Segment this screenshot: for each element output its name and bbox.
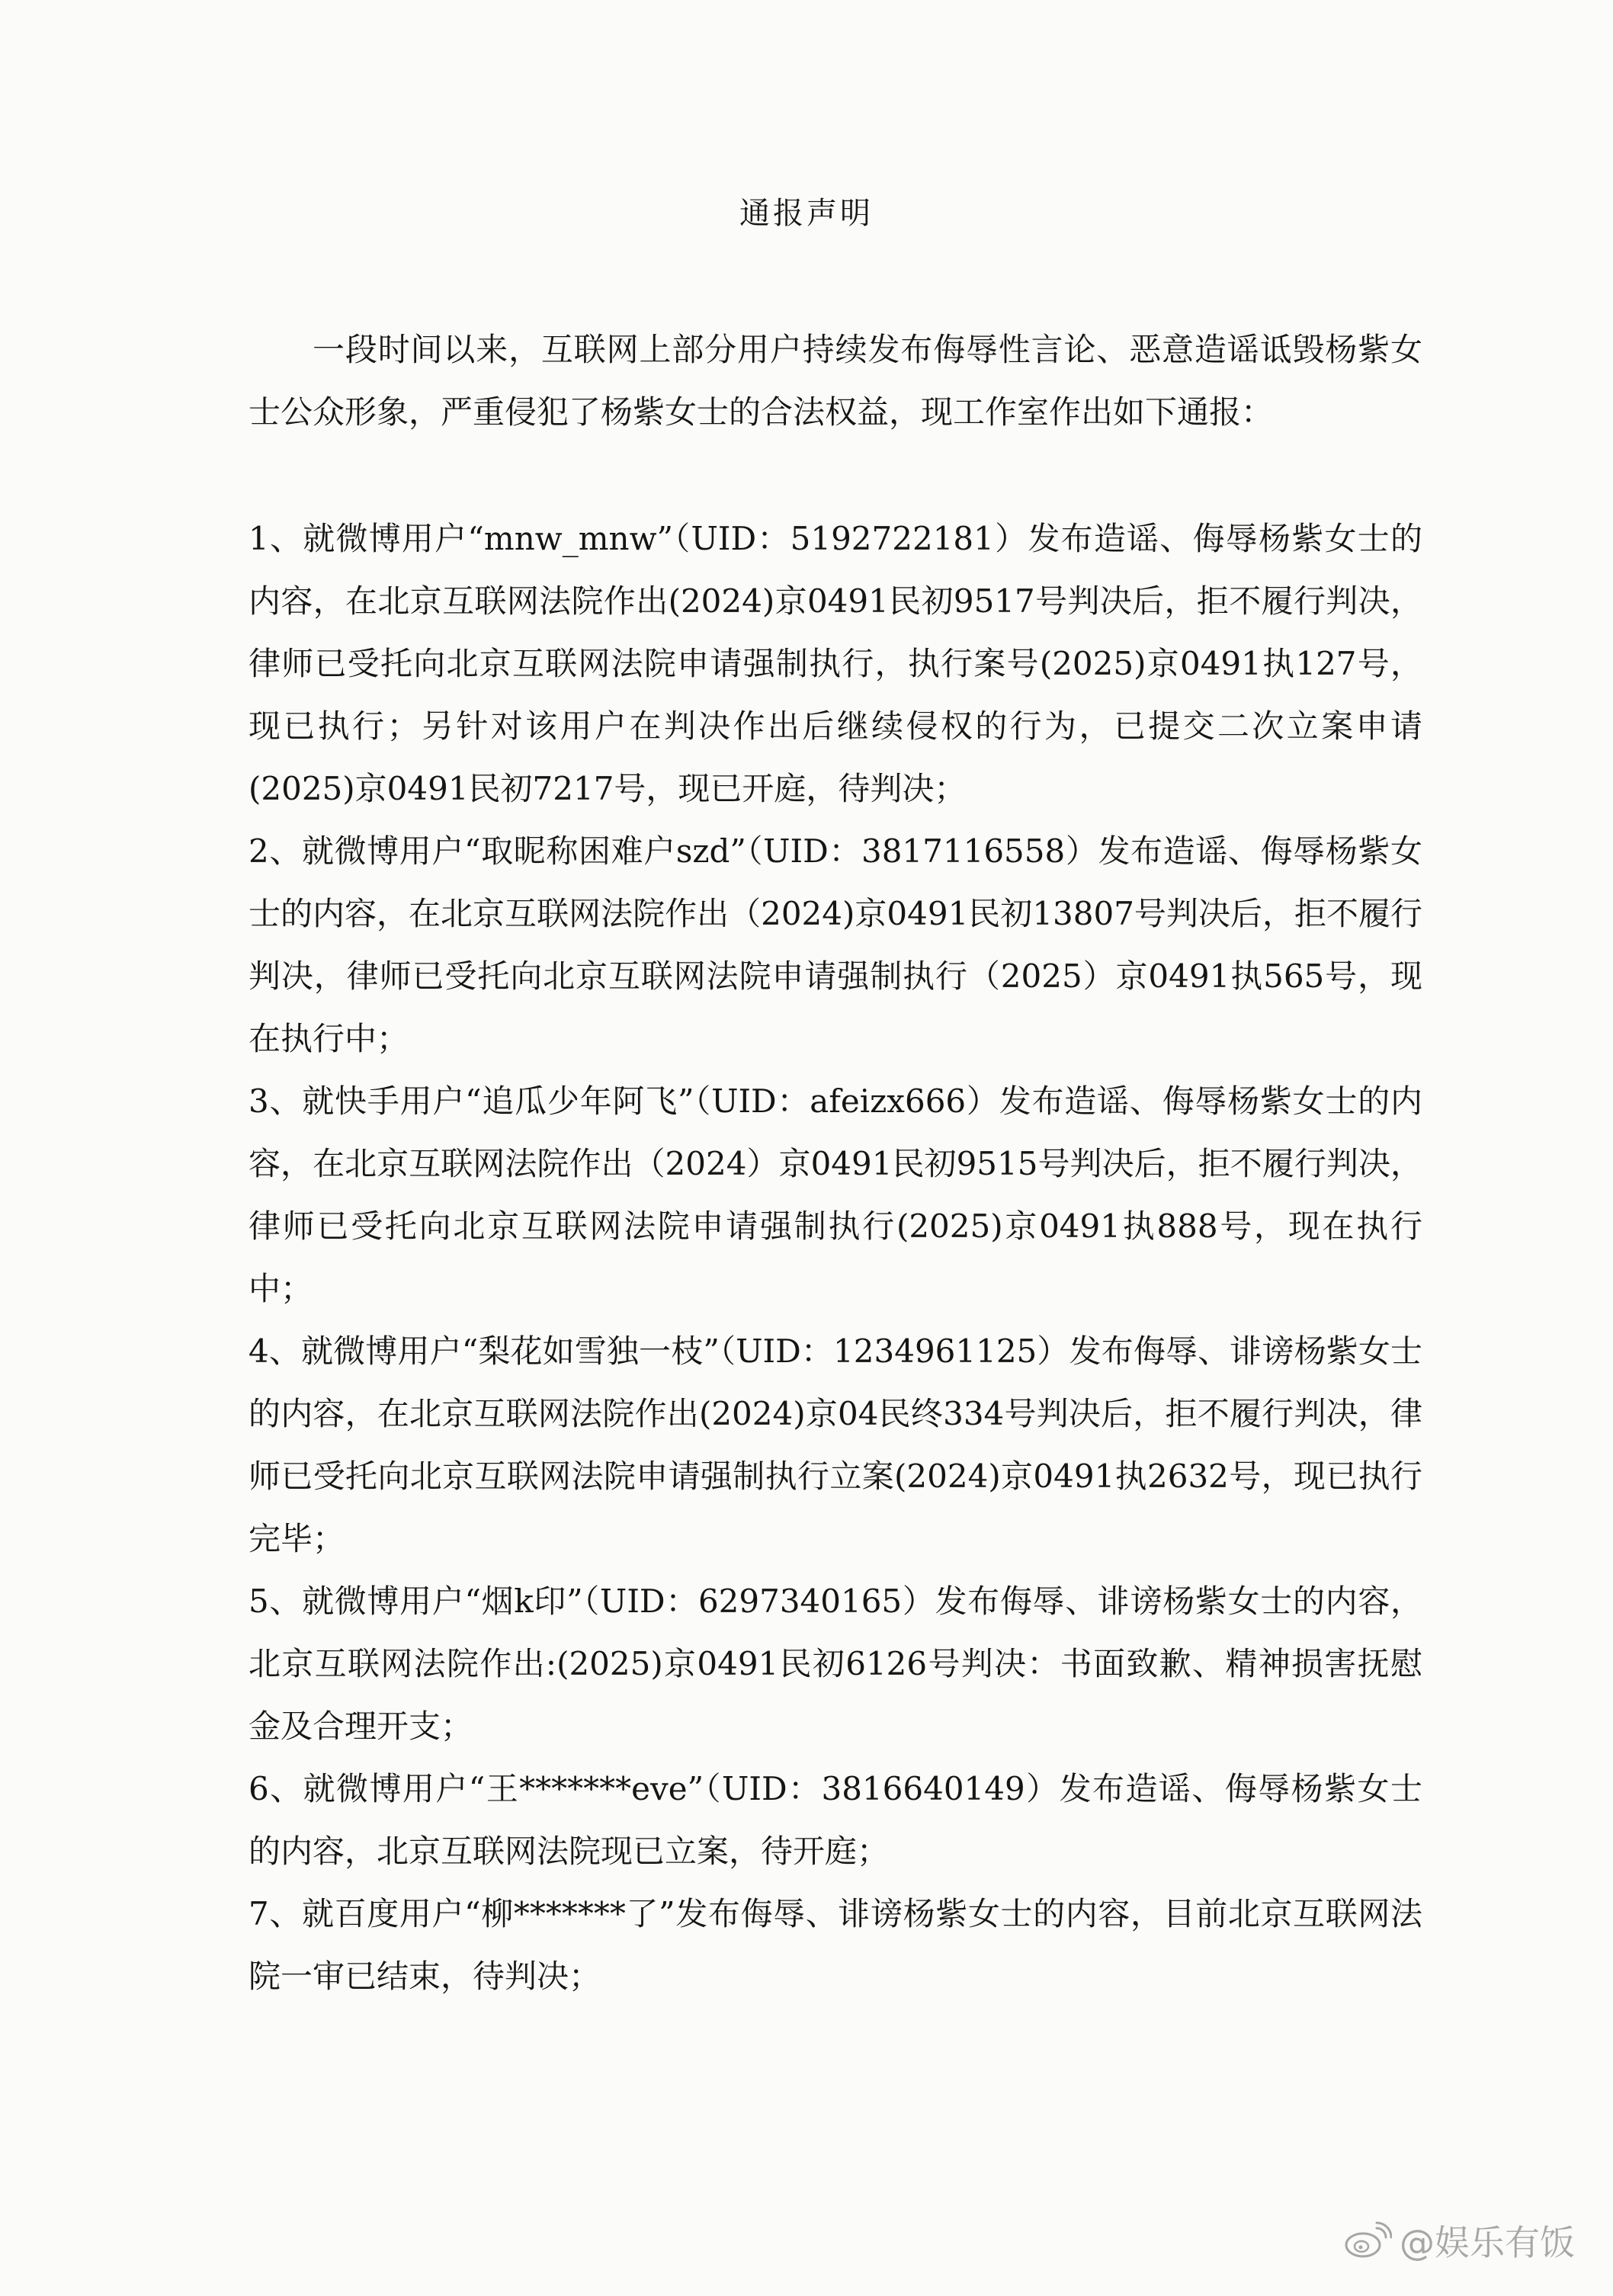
watermark-text: @娱乐有饭: [1400, 2222, 1575, 2263]
notice-item-1: 1、就微博用户“mnw_mnw”（UID：5192722181）发布造谣、侮辱杨紫女士的内容，在北京互联网法院作出(2024)京0491民初9517号判决后，拒不履行判决，律师已受托向北京互联网法院申请强制执行，执行案号(2025)京0491执127号，现已执行；另针对该用户在判决作出后继续侵权的行为，已提交二次立案申请(2025)京0491民初7217号，现已开庭，待判决；: [249, 520, 1422, 807]
intro-paragraph: 一段时间以来，互联网上部分用户持续发布侮辱性言论、恶意造谣诋毁杨紫女士公众形象，严重侵犯了杨紫女士的合法权益，现工作室作出如下通报：: [249, 331, 1422, 431]
notice-item-2: 2、就微博用户“取昵称困难户szd”（UID：3817116558）发布造谣、侮辱杨紫女士的内容，在北京互联网法院作出（2024)京0491民初13807号判决后，拒不履行判决，律师已受托向北京互联网法院申请强制执行（2025）京0491执565号，现在执行中；: [249, 832, 1422, 1057]
notice-item-5: 5、就微博用户“烟k印”（UID：6297340165）发布侮辱、诽谤杨紫女士的内容，北京互联网法院作出:(2025)京0491民初6126号判决：书面致歉、精神损害抚慰金及合理开支；: [249, 1583, 1422, 1745]
document-title: 通报声明: [739, 196, 874, 231]
notice-item-4: 4、就微博用户“梨花如雪独一枝”（UID：1234961125）发布侮辱、诽谤杨紫女士的内容，在北京互联网法院作出(2024)京04民终334号判决后，拒不履行判决，律师已受托向北京互联网法院申请强制执行立案(2024)京0491执2632号，现已执行完毕；: [249, 1332, 1422, 1557]
watermark: [1343, 2215, 1575, 2266]
notice-item-6: 6、就微博用户“王*******eve”（UID：3816640149）发布造谣、侮辱杨紫女士的内容，北京互联网法院现已立案，待开庭；: [249, 1770, 1422, 1870]
weibo-logo-icon: [1343, 2221, 1392, 2260]
notice-item-3: 3、就快手用户“追瓜少年阿飞”（UID：afeizx666）发布造谣、侮辱杨紫女士的内容，在北京互联网法院作出（2024）京0491民初9515号判决后，拒不履行判决，律师已受托向北京互联网法院申请强制执行(2025)京0491执888号，现在执行中；: [249, 1082, 1422, 1307]
notice-items: [249, 508, 1422, 2008]
notice-item-7: 7、就百度用户“柳*******了”发布侮辱、诽谤杨紫女士的内容，目前北京互联网法院一审已结束，待判决；: [249, 1895, 1422, 1995]
